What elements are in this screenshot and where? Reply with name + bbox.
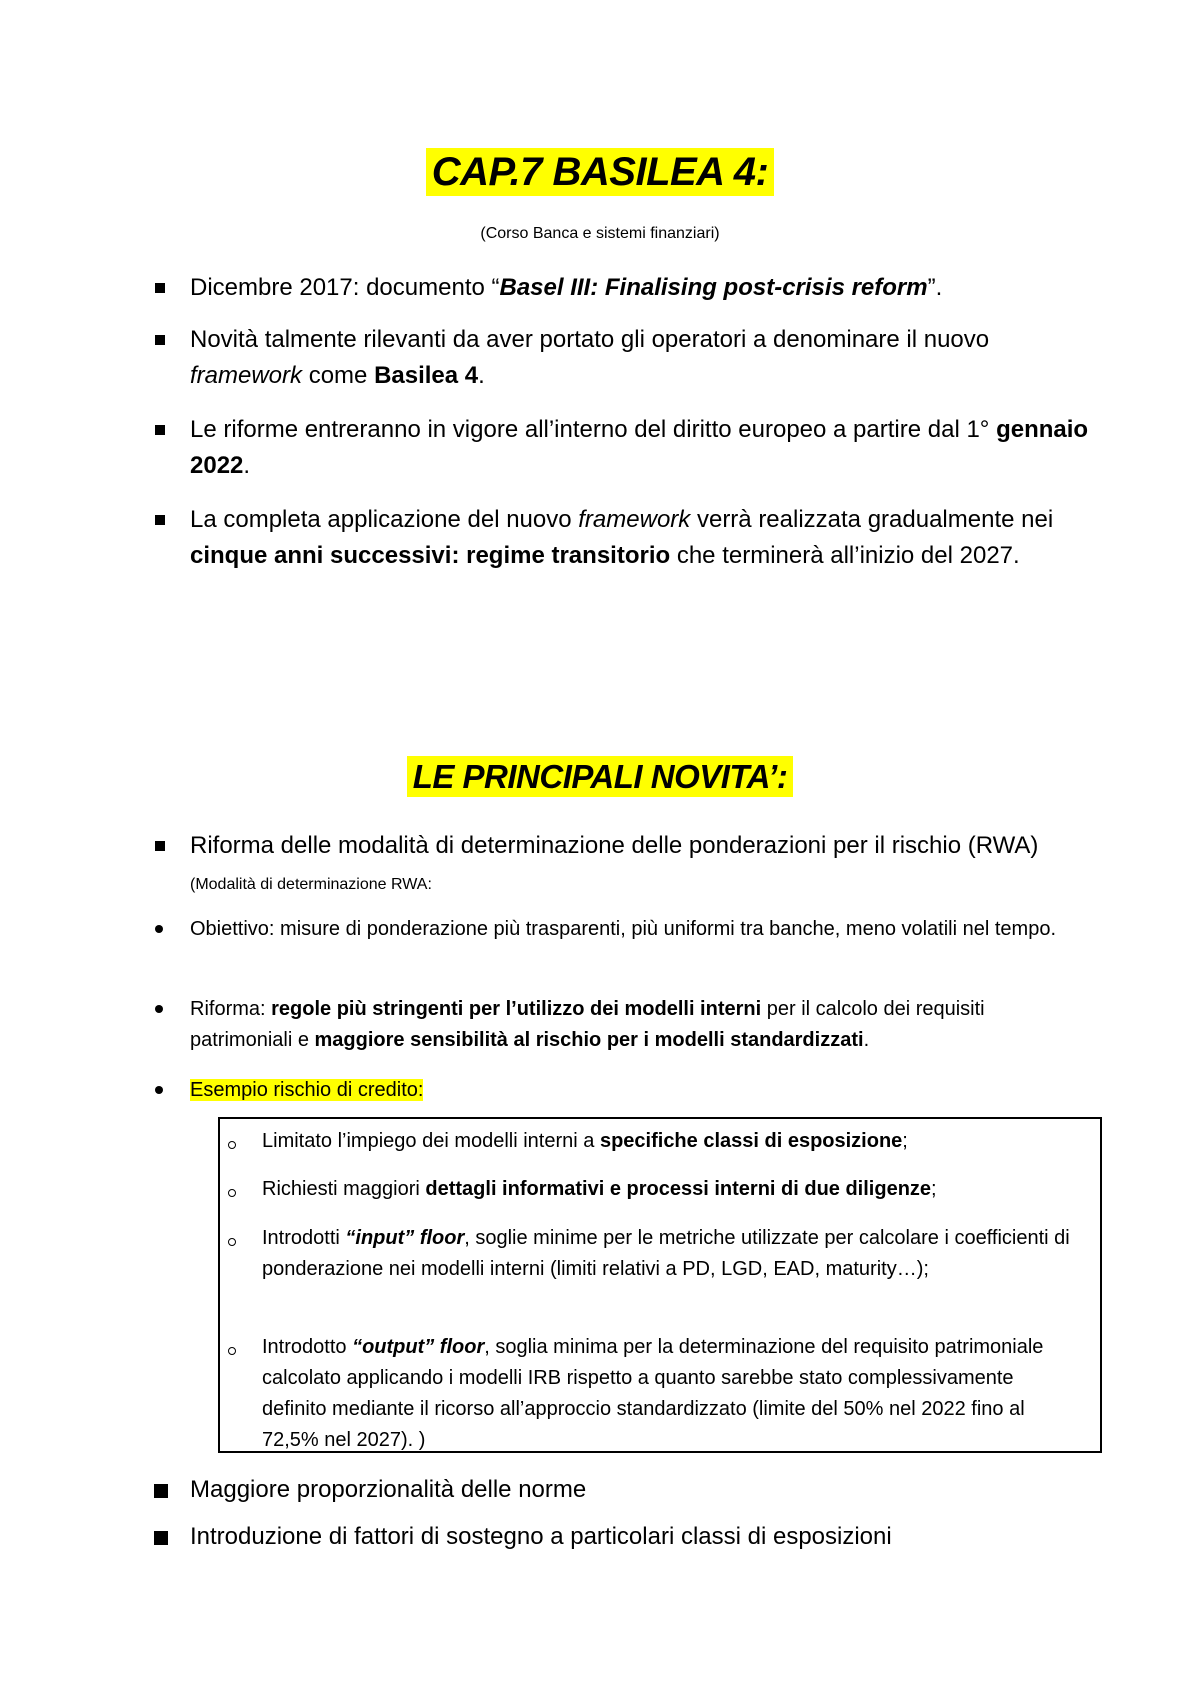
list-item: La completa applicazione del nuovo framework verrà realizzata gradualmente nei cinque anni successivi: regime transitorio che terminerà all’inizio del 2027.: [190, 506, 1054, 569]
bullet-square-icon: [155, 425, 165, 435]
bullet-square-icon: [155, 283, 165, 293]
list-item: Novità talmente rilevanti da aver portato gli operatori a denominare il nuovo framework come Basilea 4.: [190, 326, 990, 389]
list-item: Introdotti “input” floor, soglie minime per le metriche utilizzate per calcolare i coefficienti di ponderazione nei modelli interni (limiti relativi a PD, LGD, EAD, maturity…);: [262, 1227, 1070, 1280]
bullet-dot-icon: [155, 1005, 163, 1013]
list-item: Limitato l’impiego dei modelli interni a specifiche classi di esposizione;: [262, 1130, 908, 1152]
list-item: Le riforme entreranno in vigore all’interno del diritto europeo a partire dal 1° gennaio 2022.: [190, 416, 1089, 479]
list-item: Dicembre 2017: documento “Basel III: Finalising post-crisis reform”.: [190, 274, 943, 301]
bullet-square-icon: [155, 841, 165, 851]
bullet-square-icon: [154, 1484, 168, 1498]
bullet-square-icon: [155, 335, 165, 345]
list-item: Riforma delle modalità di determinazione delle ponderazioni per il rischio (RWA) (Modalità di determinazione RWA:: [190, 832, 1039, 893]
list-item: Introduzione di fattori di sostegno a particolari classi di esposizioni: [190, 1523, 892, 1550]
list-item: Obiettivo: misure di ponderazione più trasparenti, più uniformi tra banche, meno volatili nel tempo.: [190, 918, 1057, 940]
page-title: CAP.7 BASILEA 4:: [0, 150, 1200, 195]
section-title: LE PRINCIPALI NOVITA’:: [0, 758, 1200, 796]
bullet-circle-icon: [228, 1189, 236, 1197]
bullet-circle-icon: [228, 1141, 236, 1149]
list-item: Riforma: regole più stringenti per l’utilizzo dei modelli interni per il calcolo dei requisiti patrimoniali e maggiore sensibilità al rischio per i modelli standardizzati.: [190, 998, 985, 1051]
list-item: Esempio rischio di credito:: [190, 1079, 424, 1101]
bullet-square-icon: [155, 515, 165, 525]
bullet-dot-icon: [155, 925, 163, 933]
bullet-dot-icon: [155, 1086, 163, 1094]
list-item: Maggiore proporzionalità delle norme: [190, 1476, 587, 1503]
subtitle: (Corso Banca e sistemi finanziari): [480, 225, 720, 242]
bullet-circle-icon: [228, 1238, 236, 1246]
bullet-circle-icon: [228, 1347, 236, 1355]
list-item: Introdotto “output” floor, soglia minima per la determinazione del requisito patrimoniale calcolato applicando i modelli IRB rispetto a quanto sarebbe stato complessivamente definito mediante il ricorso all’approccio standardizzato (limite del 50% nel 2022 fino al 72,5% nel 2027). ): [262, 1336, 1044, 1451]
list-item: Richiesti maggiori dettagli informativi e processi interni di due diligenze;: [262, 1178, 937, 1200]
bullet-square-icon: [154, 1531, 168, 1545]
